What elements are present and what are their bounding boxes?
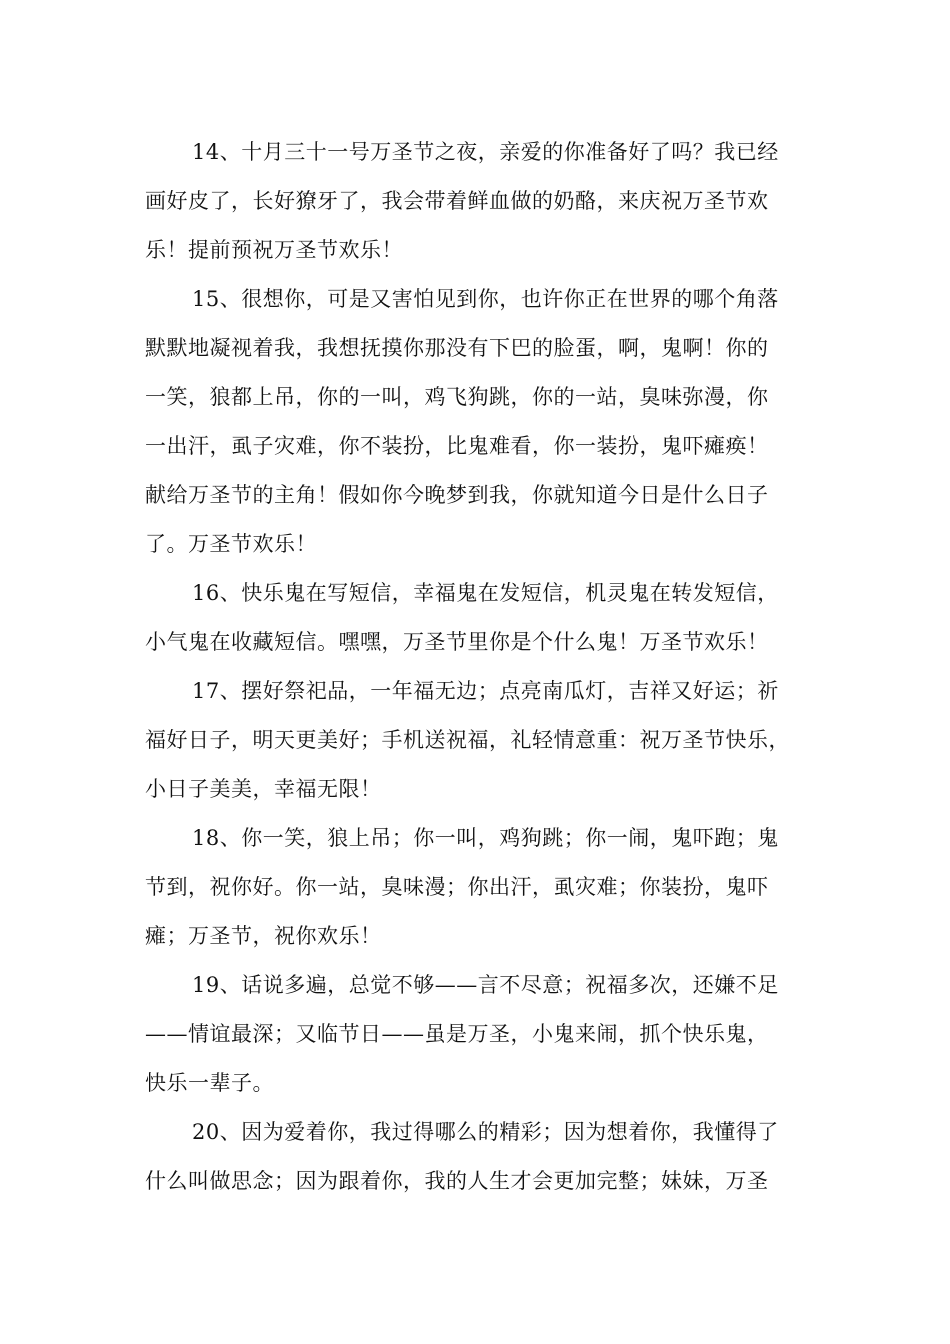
text-line: 14、十月三十一号万圣节之夜，亲爱的你准备好了吗？我已经	[192, 140, 779, 164]
text-line: 20、因为爱着你，我过得哪么的精彩；因为想着你，我懂得了	[192, 1120, 779, 1144]
text-line: 一笑，狼都上吊，你的一叫，鸡飞狗跳，你的一站，臭味弥漫，你	[145, 385, 769, 409]
text-line: 一出汗，虱子灾难，你不装扮，比鬼难看，你一装扮，鬼吓瘫痪！	[145, 434, 769, 458]
text-line: 瘫；万圣节，祝你欢乐！	[145, 924, 382, 948]
paragraph-18	[145, 814, 825, 961]
text-line: 小日子美美，幸福无限！	[145, 777, 382, 801]
paragraph-19	[145, 961, 825, 1108]
paragraph-16	[145, 569, 825, 667]
text-line: 了。万圣节欢乐！	[145, 532, 317, 556]
document-body	[145, 128, 825, 1206]
text-line: 献给万圣节的主角！假如你今晚梦到我，你就知道今日是什么日子	[145, 483, 769, 507]
text-line: 15、很想你，可是又害怕见到你，也许你正在世界的哪个角落	[192, 287, 779, 311]
text-line: 16、快乐鬼在写短信，幸福鬼在发短信，机灵鬼在转发短信，	[192, 581, 779, 605]
text-line: ——情谊最深；又临节日——虽是万圣，小鬼来闹，抓个快乐鬼，	[145, 1022, 769, 1046]
text-line: 什么叫做思念；因为跟着你，我的人生才会更加完整；妹妹，万圣	[145, 1169, 769, 1193]
paragraph-20	[145, 1108, 825, 1206]
text-line: 19、话说多遍，总觉不够——言不尽意；祝福多次，还嫌不足	[192, 973, 779, 997]
paragraph-15	[145, 275, 825, 569]
paragraph-17	[145, 667, 825, 814]
text-line: 乐！提前预祝万圣节欢乐！	[145, 238, 403, 262]
text-line: 福好日子，明天更美好；手机送祝福，礼轻情意重：祝万圣节快乐，	[145, 728, 790, 752]
text-line: 节到，祝你好。你一站，臭味漫；你出汗，虱灾难；你装扮，鬼吓	[145, 875, 769, 899]
text-line: 画好皮了，长好獠牙了，我会带着鲜血做的奶酪，来庆祝万圣节欢	[145, 189, 769, 213]
text-line: 默默地凝视着我，我想抚摸你那没有下巴的脸蛋，啊，鬼啊！你的	[145, 336, 769, 360]
text-line: 小气鬼在收藏短信。嘿嘿，万圣节里你是个什么鬼！万圣节欢乐！	[145, 630, 769, 654]
text-line: 18、你一笑，狼上吊；你一叫，鸡狗跳；你一闹，鬼吓跑；鬼	[192, 826, 779, 850]
text-line: 17、摆好祭祀品，一年福无边；点亮南瓜灯，吉祥又好运；祈	[192, 679, 779, 703]
paragraph-14	[145, 128, 825, 275]
text-line: 快乐一辈子。	[145, 1071, 274, 1095]
